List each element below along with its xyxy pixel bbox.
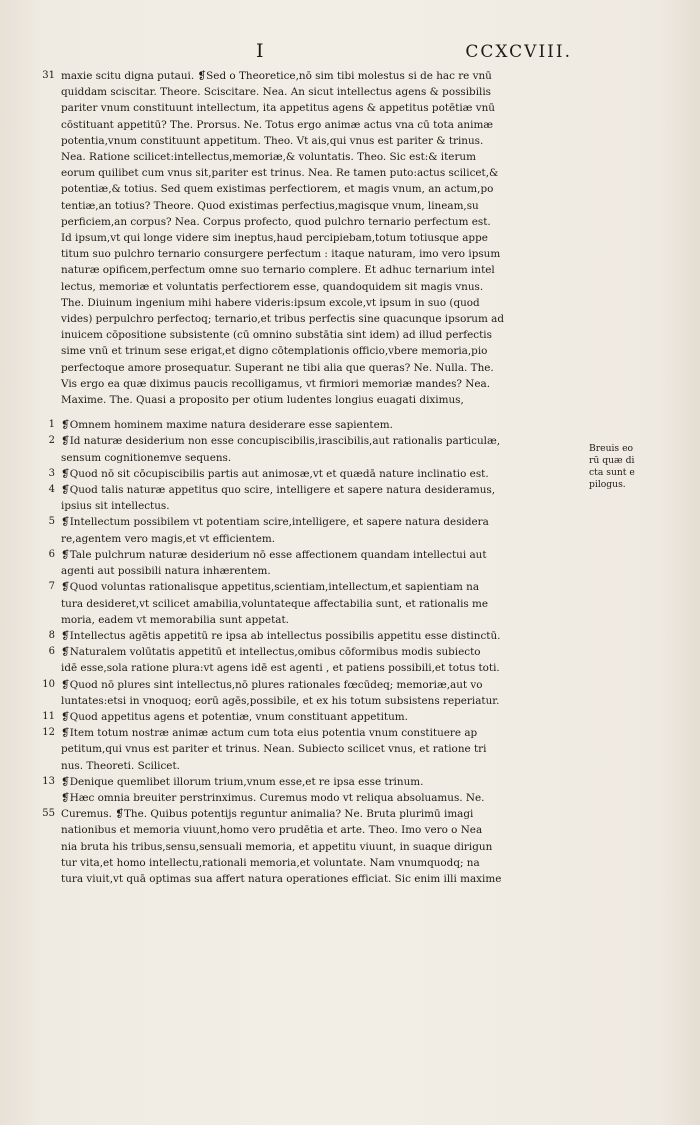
text-line [61,450,581,466]
line-text: Curemus. ❡The. Quibus potentijs reguntur animalia? Ne. Bruta plurimū imagi [61,808,474,821]
text-line [61,498,581,514]
line-text: maxie scitu digna putaui. ❡Sed o Theoretice,nō sim tibi molestus si de hac re vnū [61,70,492,82]
text-line [48,628,581,644]
text-line [42,709,581,725]
text-line [48,482,581,498]
line-number: 1 [48,419,55,431]
line-text: The. Diuinum ingenium mihi habere videris:ipsum excole,vt ipsum in suo (quod [61,296,480,309]
line-text: eorum quilibet cum vnus sit,pariter est trinus. Nea. Re tamen puto:actus scilicet,& [61,167,499,180]
line-text: perfectoque amore prosequatur. Superant ne tibi alia que queras? Ne. Nulla. The. [61,361,494,374]
line-number: 13 [42,775,55,787]
text-line [61,392,581,408]
line-number: 10 [42,678,55,690]
line-text: ❡Item totum nostræ animæ actum cum tota eius potentia vnum constituere ap [61,727,478,740]
text-line [42,774,581,790]
text-line [42,68,581,84]
line-text: Nea. Ratione scilicet:intellectus,memoriæ,& voluntatis. Theo. Sic est:& iterum [61,151,476,164]
line-number: 4 [48,484,55,496]
line-text: ❡Denique quemlibet illorum trium,vnum esse,et re ipsa esse trinum. [61,775,424,788]
line-text: sensum cognitionemve sequens. [61,451,232,464]
line-number: 7 [48,581,55,593]
text-line [61,295,581,311]
line-text: nus. Theoreti. Scilicet. [61,759,180,772]
text-line [61,100,581,116]
line-text: luntates:etsi in vnoquoq; eorū agēs,possibile, et ex his totum subsistens reperiatur. [61,694,500,707]
line-text: ❡Tale pulchrum naturæ desiderium nō esse affectionem quandam intellectui aut [61,548,487,561]
line-number: 6 [48,646,55,658]
line-text: petitum,qui vnus est pariter et trinus. Nean. Subiecto scilicet vnus, et ratione tri [61,743,487,756]
margin-note [589,443,679,491]
text-line [61,790,581,806]
line-text: ❡Omnem hominem maxime natura desiderare esse sapientem. [61,419,393,432]
line-text: ❡Hæc omnia breuiter perstrinximus. Curemus modo vt reliqua absoluamus. Ne. [61,791,485,804]
text-line [42,725,581,741]
line-text: titum suo pulchro ternario consurgere perfectum : itaque naturam, imo vero ipsum [61,248,501,261]
text-line [61,262,581,278]
line-number: 2 [48,435,55,447]
line-text: ❡Naturalem volūtatis appetitū et intellectus,omibus cōformibus modis subiecto [61,646,481,659]
text-line [42,677,581,693]
line-text: perficiem,an corpus? Nea. Corpus profecto, quod pulchro ternario perfectum est. [61,215,491,228]
line-text: ❡Quod nō plures sint intellectus,nō plures rationales fœcūdeq; memoriæ,aut vo [61,678,483,691]
line-text: pariter vnum constituunt intellectum, ita appetitus agens & appetitus potētiæ vnū [61,102,495,115]
text-line [61,660,581,676]
text-line [48,466,581,482]
line-number: 6 [48,548,55,560]
text-line [48,579,581,595]
text-line [61,165,581,181]
line-number: 31 [42,70,55,81]
line-text: inuicem cōpositione subsistente (cū omnino substātia sint idem) ad illud perfectis [61,329,492,342]
text-line [61,343,581,359]
text-line [61,839,581,855]
margin-note-line: Breuis eo [589,443,634,454]
margin-note-line: rū quæ di [589,455,635,466]
text-line [61,822,581,838]
line-text: ❡Intellectus agētis appetitū re ipsa ab intellectus possibilis appetitu esse distinctū. [61,629,501,642]
text-line [61,327,581,343]
text-line [61,563,581,579]
text-line [61,693,581,709]
text-line [48,417,581,433]
text-line [61,758,581,774]
text-line [61,596,581,612]
line-number: 11 [42,710,55,722]
line-text: Maxime. The. Quasi a proposito per otium ludentes longius euagati diximus, [61,394,464,407]
text-line [61,741,581,757]
line-number: 8 [48,629,55,641]
text-line [61,230,581,246]
text-line [61,311,581,327]
text-line [61,133,581,149]
text-line [61,117,581,133]
line-text: ❡Quod voluntas rationalisque appetitus,scientiam,intellectum,et sapientiam na [61,581,480,594]
line-text: ❡Quod appetitus agens et potentiæ, vnum constituant appetitum. [61,710,408,723]
line-text: tura desideret,vt scilicet amabilia,voluntateque affectabilia sunt, et rationalis me [61,597,489,610]
text-line [48,433,581,449]
line-text: quiddam sciscitar. Theore. Sciscitare. Nea. An sicut intellectus agens & possibilis [61,86,492,99]
line-text: tur vita,et homo intellectu,rationali memoria,et voluntate. Nam vnumquodq; na [61,856,480,869]
text-line [61,149,581,165]
line-text: ❡Id naturæ desiderium non esse concupiscibilis,irascibilis,aut rationalis particulæ, [61,435,501,448]
text-line [48,547,581,563]
signature-mark: I [256,40,265,62]
line-text: Vis ergo ea quæ diximus paucis recolligamus, vt firmiori memoriæ mandes? Nea. [61,377,491,390]
text-line [61,531,581,547]
line-text: ❡Intellectum possibilem vt potentiam scire,intelligere, et sapere natura desidera [61,516,489,529]
line-text: potentia,vnum constituunt appetitum. Theo. Vt ais,qui vnus est pariter & trinus. [61,134,484,147]
line-text: re,agentem vero magis,et vt efficientem. [61,532,276,545]
line-text: naturæ opificem,perfectum omne suo ternario complere. Et adhuc ternarium intel [61,264,495,277]
line-text: ipsius sit intellectus. [61,500,170,513]
line-number: 55 [42,808,55,820]
line-text: nia bruta his tribus,sensu,sensuali memoria, et appetitu viuunt, in suaque dirigun [61,840,493,853]
running-header [0,40,700,66]
line-text: vides) perpulchro perfectoq; ternario,et tribus perfectis sine quacunque ipsorum ad [61,313,504,326]
text-line [61,246,581,262]
line-text: ❡Quod talis naturæ appetitus quo scire, intelligere et sapere natura desideramus, [61,484,496,497]
text-line [61,214,581,230]
text-line [61,84,581,100]
text-line [42,806,581,822]
line-text: idē esse,sola ratione plura:vt agens idē est agenti , et patiens possibili,et totus toti. [61,662,500,675]
line-text: lectus, memoriæ et voluntatis perfectiorem esse, quandoquidem sit magis vnus. [61,280,484,293]
text-line [48,514,581,530]
line-text: sime vnū et trinum sese erigat,et digno cōtemplationis officio,vbere memoria,pio [61,345,488,358]
text-body [42,68,581,887]
line-text: nationibus et memoria viuunt,homo vero prudētia et arte. Theo. Imo vero o Nea [61,824,483,837]
text-line [61,855,581,871]
text-line [61,198,581,214]
folio-number: CCXCVIII. [465,42,572,62]
line-text: ❡Quod nō sit cōcupiscibilis partis aut animosæ,vt et quædā nature inclinatio est. [61,467,489,480]
margin-note-line: pilogus. [589,479,626,490]
line-text: agenti aut possibili natura inhærentem. [61,565,271,578]
line-text: Id ipsum,vt qui longe videre sim ineptus,haud percipiebam,totum totiusque appe [61,232,488,245]
text-line [61,360,581,376]
line-number: 3 [48,467,55,479]
line-number: 12 [42,727,55,739]
text-line [61,612,581,628]
line-text: tentiæ,an totius? Theore. Quod existimas perfectius,magisque vnum, lineam,su [61,199,479,212]
text-line [48,644,581,660]
line-text: moria, eadem vt memorabilia sunt appetat. [61,613,289,626]
line-text: tura viuit,vt quā optimas sua affert natura operationes efficiat. Sic enim illi maxime [61,872,502,885]
text-line [61,376,581,392]
text-line [61,181,581,197]
margin-note-line: cta sunt e [589,467,635,478]
text-line [61,871,581,887]
text-line [61,279,581,295]
line-text: cōstituant appetitū? The. Prorsus. Ne. Totus ergo animæ actus vna cū tota animæ [61,118,494,131]
line-text: potentiæ,& totius. Sed quem existimas perfectiorem, et magis vnum, an actum,po [61,183,494,196]
line-number: 5 [48,516,55,528]
